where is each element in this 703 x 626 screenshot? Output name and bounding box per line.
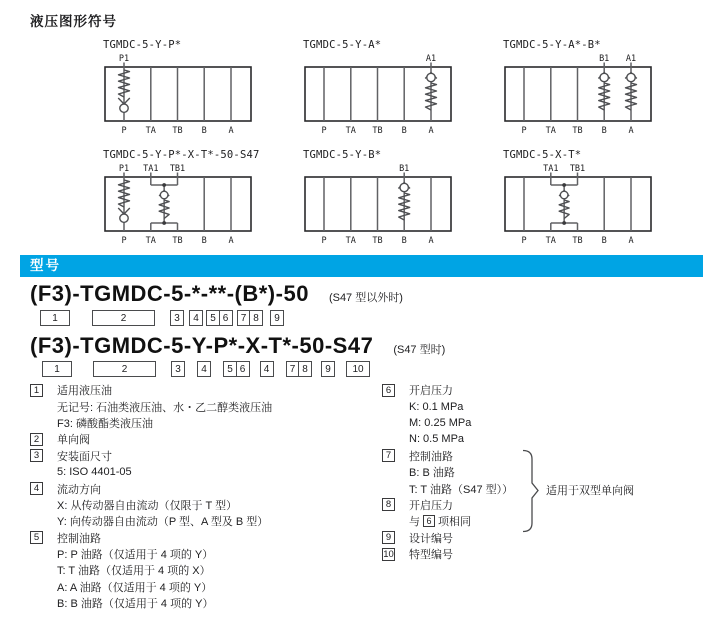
legend-item-line: F3: 磷酸酯类液压油 [57,417,153,430]
field-number-box: 3 [170,310,184,326]
bottom-port-label: P [521,126,527,136]
legend-item-title: 特型编号 [409,549,453,562]
bottom-port-label: A [228,236,234,246]
bottom-port-label: B [401,236,407,246]
valve-diagram [103,149,263,247]
top-port-label: B1 [599,54,610,64]
section-header-label: 型号 [30,258,61,273]
bottom-port-label: P [521,236,527,246]
model-code-line-1 [30,281,403,307]
field-number-box: 9 [321,361,335,377]
field-number-box: 5 [223,361,237,377]
field-number-box: 2 [92,310,155,326]
diagram-title: TGMDC-5-Y-A* [303,39,382,51]
legend-item-title: 流动方向 [57,483,101,496]
legend-item-line: T: T 油路（仅适用于 4 项的 X） [57,565,211,578]
legend-item-line: Y: 向传动器自由流动（P 型、A 型及 B 型） [57,516,269,529]
field-number-box: 8 [298,361,312,377]
legend-item [30,448,375,464]
model-1-field-boxes [40,310,284,326]
legend-special-pre: 与 [409,516,420,529]
top-port-label: TA1 [143,164,159,174]
top-port-label: TA1 [543,164,559,174]
legend-item-title: 安装面尺寸 [57,450,112,463]
bottom-port-label: A [228,126,234,136]
diagram-title: TGMDC-5-Y-P*-X-T*-50-S47 [103,149,260,161]
legend-item [30,530,375,546]
bottom-port-label: A [428,236,434,246]
bottom-port-label: TA [545,236,556,246]
section-header-model [20,255,703,277]
legend-item-number: 9 [382,531,395,544]
bottom-port-label: TA [145,236,156,246]
legend-item-title: 单向阀 [57,434,90,447]
top-port-label: P1 [118,54,130,64]
legend-item-number: 3 [30,449,43,462]
legend-item-line: P: P 油路（仅适用于 4 项的 Y） [57,549,214,562]
bottom-port-label: B [601,126,607,136]
legend-item-title: 适用液压油 [57,385,112,398]
valve-diagram [503,149,663,247]
legend-item-number: 2 [30,433,43,446]
valve-symbol-drawing [503,53,663,137]
valve-symbol-drawing [503,163,663,247]
model-code-2: (F3)-TGMDC-5-Y-P*-X-T*-50-S47 [30,333,374,358]
field-number-box: 1 [42,361,72,377]
legend-item [30,382,375,398]
legend-item-number: 4 [30,482,43,495]
legend-item [30,480,375,496]
field-number-box: 7 [286,361,300,377]
bottom-port-label: TB [372,236,383,246]
field-number-box: 4 [189,310,203,326]
bottom-port-label: TA [345,236,356,246]
valve-symbol-drawing [103,53,263,137]
field-number-box: 7 [237,310,251,326]
top-port-label: P1 [118,164,130,174]
legend-item-line: X: 从传动器自由流动（仅限于 T 型） [57,499,238,512]
legend-item-title: 控制油路 [409,450,453,463]
legend-item-title: 设计编号 [409,532,453,545]
legend-item-number: 7 [382,449,395,462]
legend-item [382,546,702,562]
page-title: 液压图形符号 [30,14,117,29]
bottom-port-label: TA [545,126,556,136]
field-number-box: 5 [206,310,220,326]
bottom-port-label: A [628,236,634,246]
legend-item-line: B: B 油路 [409,467,455,480]
field-number-box: 9 [270,310,284,326]
legend-item [30,431,375,447]
valve-diagram [303,39,463,137]
bottom-port-label: B [401,126,407,136]
diagram-title: TGMDC-5-Y-A*-B* [503,39,601,51]
field-number-box: 8 [249,310,263,326]
field-number-box: 6 [236,361,250,377]
valve-symbol-drawing [303,53,463,137]
brace-label: 适用于双型单向阀 [546,485,634,497]
diagram-title: TGMDC-5-Y-B* [303,149,382,161]
bottom-port-label: TA [145,126,156,136]
top-port-label: A1 [425,54,437,64]
model-code-line-2 [30,333,445,359]
legend-item [382,382,702,398]
legend-item-number: 5 [30,531,43,544]
diagram-title: TGMDC-5-X-T* [503,149,582,161]
top-port-label: TB1 [169,164,186,174]
bottom-port-label: A [628,126,634,136]
legend-item-line: M: 0.25 MPa [409,416,472,429]
valve-symbol-drawing [303,163,463,247]
bottom-port-label: A [428,126,434,136]
field-number-box: 3 [171,361,185,377]
legend-item-title: 开启压力 [409,499,453,512]
bottom-port-label: P [121,236,127,246]
bottom-port-label: TB [172,126,183,136]
field-number-box: 4 [260,361,274,377]
legend-item-line: N: 0.5 MPa [409,433,465,446]
legend-special-post: 项相同 [438,516,471,529]
bottom-port-label: B [601,236,607,246]
legend-item-line: B: B 油路（仅适用于 4 项的 Y） [57,598,214,611]
bottom-port-label: TB [372,126,383,136]
field-number-box: 2 [93,361,156,377]
bottom-port-label: B [201,236,207,246]
legend-item-number: 6 [382,384,395,397]
model-code-1: (F3)-TGMDC-5-*-**-(B*)-50 [30,281,309,306]
bottom-port-label: P [321,236,327,246]
model-note-2: (S47 型时) [393,344,446,356]
legend-item-number: 8 [382,498,395,511]
diagram-title: TGMDC-5-Y-P* [103,39,182,51]
bottom-port-label: B [201,126,207,136]
bottom-port-label: TA [345,126,356,136]
top-port-label: TB1 [569,164,586,174]
legend-item-title: 控制油路 [57,532,101,545]
legend-item-line: T: T 油路（S47 型）） [409,483,514,496]
field-number-box: 1 [40,310,70,326]
legend-item-line: K: 0.1 MPa [409,400,464,413]
bottom-port-label: TB [572,126,583,136]
valve-diagram [303,149,463,247]
top-port-label: B1 [399,164,410,174]
bottom-port-label: P [321,126,327,136]
valve-diagram [103,39,263,137]
legend-item-line: 5: ISO 4401-05 [57,466,132,479]
valve-diagram [503,39,663,137]
legend-inline-number-box: 6 [423,515,435,527]
field-number-box: 10 [346,361,370,377]
bottom-port-label: TB [172,236,183,246]
top-port-label: A1 [625,54,637,64]
grouping-brace [518,449,544,533]
model-note-1: (S47 型以外时) [328,292,403,304]
bottom-port-label: TB [572,236,583,246]
valve-symbol-drawing [103,163,263,247]
legend-item-title: 开启压力 [409,385,453,398]
legend-item-line: 无记号: 石油类液压油、水・乙二醇类液压油 [57,401,273,414]
bottom-port-label: P [121,126,127,136]
field-number-box: 6 [219,310,233,326]
legend-item-line: A: A 油路（仅适用于 4 项的 Y） [57,581,213,594]
legend-item-number: 1 [30,384,43,397]
legend-item-number: 10 [383,548,394,560]
model-2-field-boxes [42,361,370,377]
legend-column-left [30,382,375,611]
field-number-box: 4 [197,361,211,377]
